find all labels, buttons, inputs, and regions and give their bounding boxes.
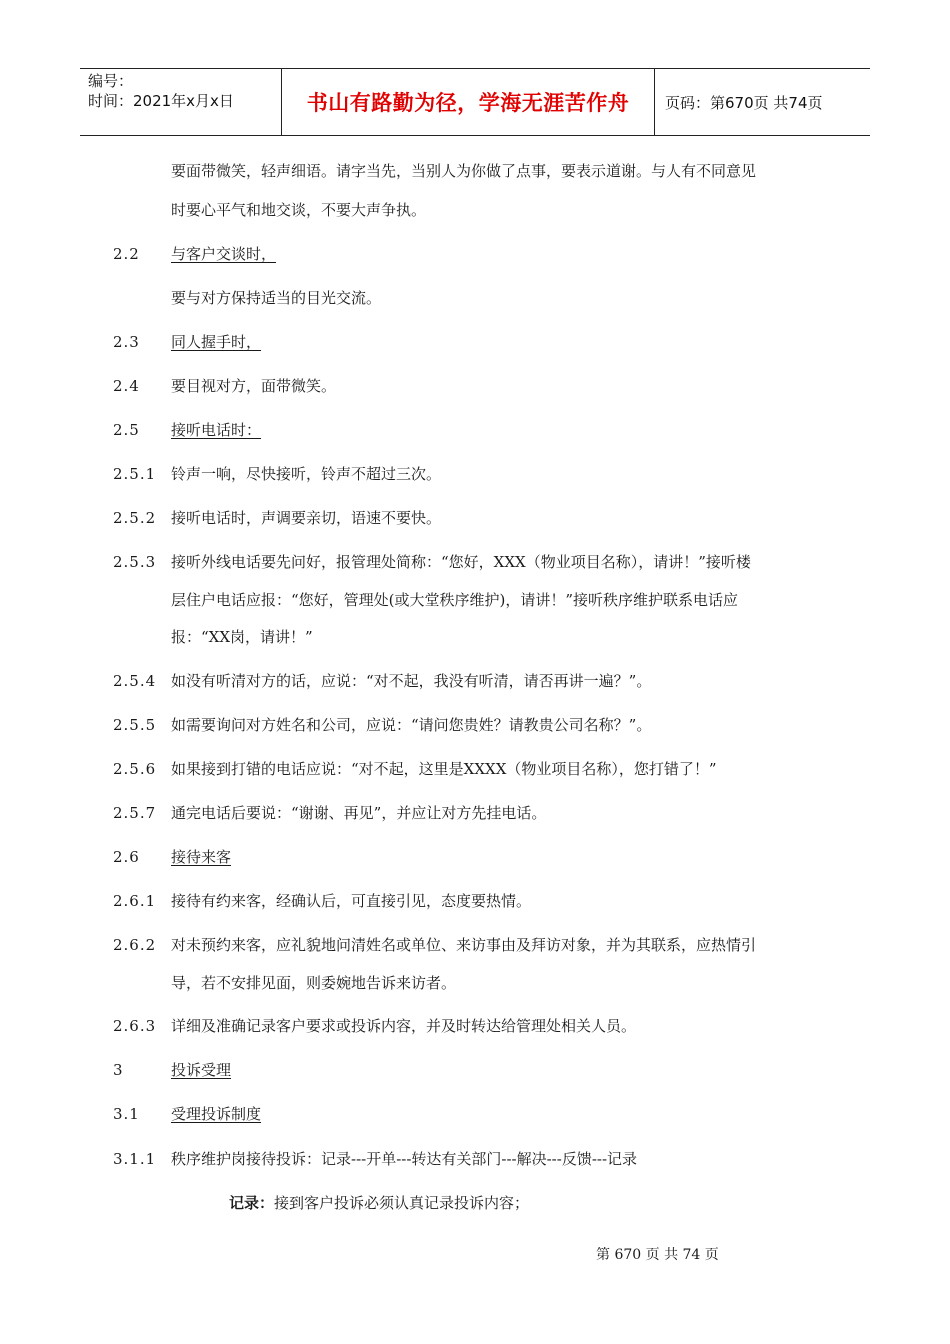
paragraph-text: 铃声一响，尽快接听，铃声不超过三次。: [171, 465, 442, 483]
item-number: 2.5: [113, 421, 140, 439]
header-table: [80, 68, 870, 136]
item-number: 2.6.2: [113, 936, 157, 954]
record-label: 记录：: [229, 1194, 275, 1212]
item-number: 3: [113, 1061, 124, 1079]
section-heading: 同人握手时，: [171, 333, 262, 351]
item-number: 2.4: [113, 377, 140, 395]
paragraph-text: 接待有约来客，经确认后，可直接引见，态度要热情。: [171, 892, 532, 910]
paragraph-text: 接听外线电话要先问好，报管理处简称：“您好，XXX（物业项目名称），请讲！”接听楼: [171, 553, 751, 571]
intro-line-2: 时要心平气和地交谈，不要大声争执。: [171, 201, 427, 219]
header-page-label: 页码：第670页 共74页: [665, 93, 823, 112]
item-number: 2.5.7: [113, 804, 157, 822]
paragraph-text: 要目视对方，面带微笑。: [171, 377, 337, 395]
number-label: 编号：: [88, 72, 134, 90]
page-footer: 第 670 页 共 74 页: [596, 1247, 719, 1263]
item-number: 2.2: [113, 245, 140, 263]
item-number: 3.1: [113, 1105, 140, 1123]
section-heading: 接待来客: [171, 848, 232, 866]
paragraph-text: 如果接到打错的电话应说：“对不起，这里是XXXX（物业项目名称），您打错了！”: [171, 760, 717, 778]
item-number: 2.5.1: [113, 465, 157, 483]
header-meta: [80, 69, 282, 135]
item-number: 2.5.2: [113, 509, 157, 527]
item-number: 2.5.4: [113, 672, 157, 690]
paragraph-text: 要与对方保持适当的目光交流。: [171, 289, 382, 307]
intro-line-1: 要面带微笑，轻声细语。请字当先，当别人为你做了点事，要表示道谢。与人有不同意见: [171, 162, 757, 180]
item-number: 2.6: [113, 848, 140, 866]
item-number: 2.3: [113, 333, 140, 351]
paragraph-text: 报：“XX岗，请讲！”: [171, 628, 313, 646]
paragraph-text: 如需要询问对方姓名和公司，应说：“请问您贵姓？请教贵公司名称？”。: [171, 716, 652, 734]
item-number: 3.1.1: [113, 1150, 157, 1168]
paragraph-text: 如没有听清对方的话，应说：“对不起，我没有听清，请否再讲一遍？”。: [171, 672, 652, 690]
item-number: 2.6.3: [113, 1017, 157, 1035]
paragraph-text: 详细及准确记录客户要求或投诉内容，并及时转达给管理处相关人员。: [171, 1017, 637, 1035]
date-label: 时间：2021年x月x日: [88, 92, 234, 110]
section-heading: 受理投诉制度: [171, 1105, 262, 1123]
paragraph-text: 秩序维护岗接待投诉：记录---开单---转达有关部门---解决---反馈---记录: [171, 1150, 638, 1168]
item-number: 2.5.6: [113, 760, 157, 778]
paragraph-text: 通完电话后要说：“谢谢、再见”，并应让对方先挂电话。: [171, 804, 547, 822]
item-number: 2.6.1: [113, 892, 157, 910]
section-heading: 与客户交谈时，: [171, 245, 277, 263]
record-text: 接到客户投诉必须认真记录投诉内容；: [274, 1194, 530, 1212]
header-motto: 书山有路勤为径，学海无涯苦作舟: [282, 69, 655, 135]
item-number: 2.5.5: [113, 716, 157, 734]
section-heading: 接听电话时：: [171, 421, 262, 439]
paragraph-text: 接听电话时，声调要亲切，语速不要快。: [171, 509, 442, 527]
paragraph-text: 导，若不安排见面，则委婉地告诉来访者。: [171, 974, 457, 992]
section-heading: 投诉受理: [171, 1061, 232, 1079]
paragraph-text: 层住户电话应报：“您好，管理处(或大堂秩序维护)，请讲！”接听秩序维护联系电话应: [171, 591, 739, 609]
item-number: 2.5.3: [113, 553, 157, 571]
paragraph-text: 对未预约来客，应礼貌地问清姓名或单位、来访事由及拜访对象，并为其联系，应热情引: [171, 936, 757, 954]
record-line: [229, 1192, 529, 1214]
